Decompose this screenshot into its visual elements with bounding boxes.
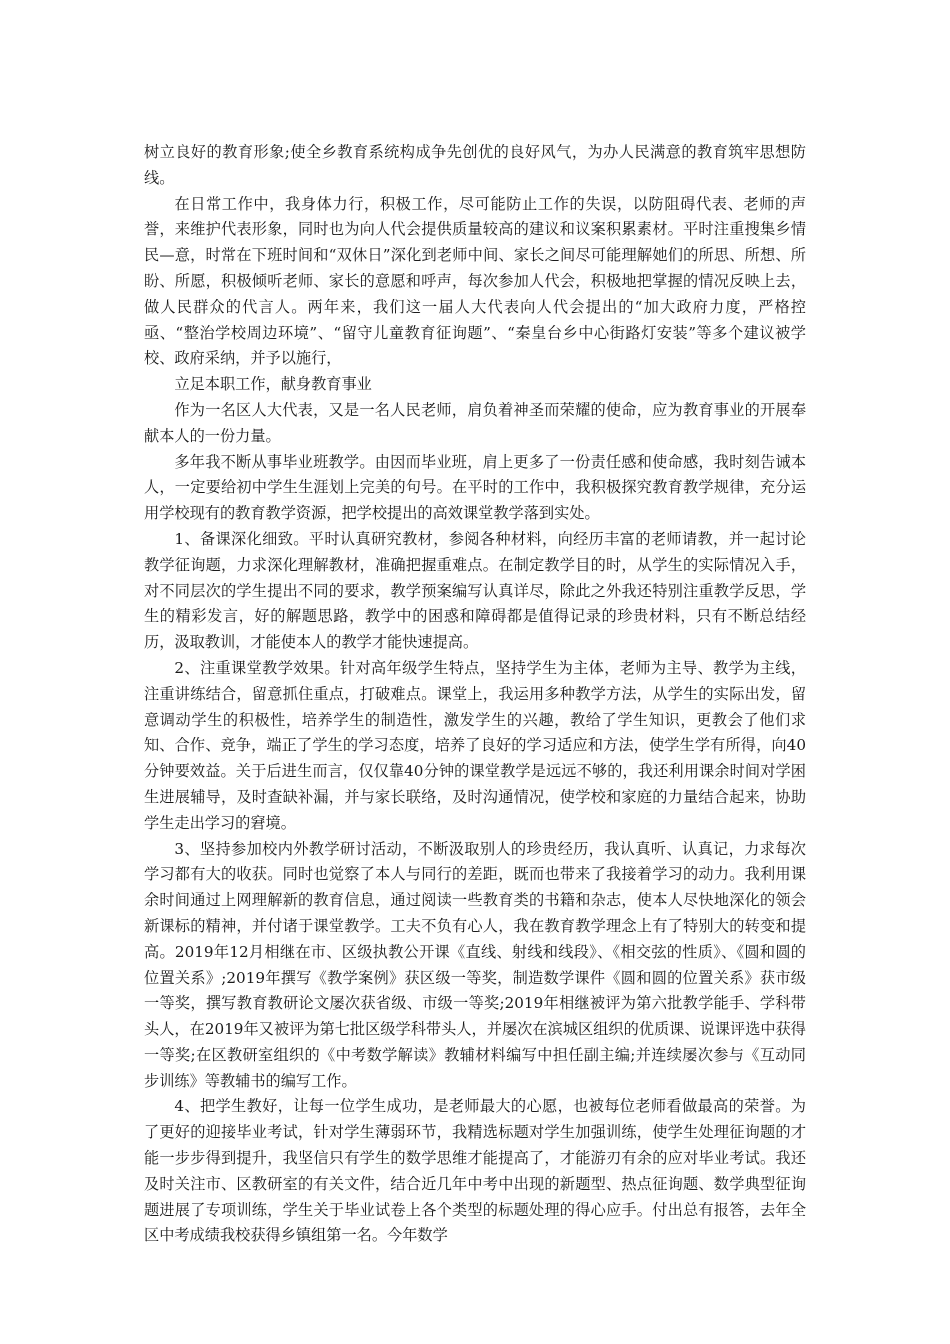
paragraph: 作为一名区人大代表，又是一名人民老师，肩负着神圣而荣耀的使命，应为教育事业的开展奉献本人的一份力量。 <box>144 400 806 445</box>
section-heading: 立足本职工作，献身教育事业 <box>174 375 372 394</box>
paragraph: 1、备课深化细致。平时认真研究教材，参阅各种材料，向经历丰富的老师请教，并一起讨论教学征询题，力求深化理解教材，准确把握重难点。在制定教学目的时，从学生的实际情况入手，对不同层次的学生提出不同的要求，教学预案编写认真详尽，除此之外我还特别注重教学反思，学生的精彩发言，好的解题思路，教学中的困惑和障碍都是值得记录的珍贵材料，只有不断总结经历，汲取教训，才能使本人的教学才能快速提高。 <box>144 529 806 652</box>
paragraph: 4、把学生教好，让每一位学生成功，是老师最大的心愿，也被每位老师看做最高的荣誉。为了更好的迎接毕业考试，针对学生薄弱环节，我精选标题对学生加强训练，使学生处理征询题的才能一步步得到提升，我坚信只有学生的数学思维才能提高了，才能游刃有余的应对毕业考试。我还及时关注市、区教研室的有关文件，结合近几年中考中出现的新题型、热点征询题、数学典型征询题进展了专项训练，学生关于毕业试卷上各个类型的标题处理的得心应手。付出总有报答，去年全区中考成绩我校获得乡镇组第一名。今年数学 <box>144 1097 806 1245</box>
document-body <box>144 140 806 1249</box>
paragraph: 在日常工作中，我身体力行，积极工作，尽可能防止工作的失误，以防阻碍代表、老师的声誉，来维护代表形象，同时也为向人代会提供质量较高的建议和议案积累素材。平时注重搜集乡情民—意，时常在下班时间和“双休日”深化到老师中间、家长之间尽可能理解她们的所思、所想、所盼、所愿，积极倾听老师、家长的意愿和呼声，每次参加人代会，积极地把掌握的情况反映上去，做人民群众的代言人。两年来，我们这一届人大代表向人代会提出的“加大政府力度，严格控亟、“整治学校周边环境”、“留守儿童教育征询题”、“秦皇台乡中心街路灯安装”等多个建议被学校、政府采纳，并予以施行， <box>144 194 806 368</box>
paragraph: 2、注重课堂教学效果。针对高年级学生特点，坚持学生为主体，老师为主导、教学为主线，注重讲练结合，留意抓住重点，打破难点。课堂上，我运用多种教学方法，从学生的实际出发，留意调动学生的积极性，培养学生的制造性，激发学生的兴趣，教给了学生知识，更教会了他们求知、合作、竞争，端正了学生的学习态度，培养了良好的学习适应和方法，使学生学有所得，向40分钟要效益。关于后进生而言，仅仅靠40分钟的课堂教学是远远不够的，我还利用课余时间对学困生进展辅导，及时查缺补漏，并与家长联络，及时沟通情况，使学校和家庭的力量结合起来，协助学生走出学习的窘境。 <box>144 658 806 832</box>
paragraph: 多年我不断从事毕业班教学。由因而毕业班，肩上更多了一份责任感和使命感，我时刻告诫本人，一定要给初中学生生涯划上完美的句号。在平时的工作中，我积极探究教育教学规律，充分运用学校现有的教育教学资源，把学校提出的高效课堂教学落到实处。 <box>144 452 806 523</box>
paragraph: 3、坚持参加校内外教学研讨活动，不断汲取别人的珍贵经历，我认真听、认真记，力求每次学习都有大的收获。同时也觉察了本人与同行的差距，既而也带来了我接着学习的动力。我利用课余时间通过上网理解新的教育信息，通过阅读一些教育类的书籍和杂志，使本人尽快地深化的领会新课标的精神，并付诸于课堂教学。工夫不负有心人，我在教育教学理念上有了特别大的转变和提高。2019年12月相继在市、区级执教公开课《直线、射线和线段》、《相交弦的性质》、《圆和圆的位置关系》;2019年撰写《教学案例》获区级一等奖，制造数学课件《圆和圆的位置关系》获市级一等奖，撰写教育教研论文屡次获省级、市级一等奖;2019年相继被评为第六批教学能手、学科带头人，在2019年又被评为第七批区级学科带头人，并屡次在滨城区组织的优质课、说课评选中获得一等奖;在区教研室组织的《中考数学解读》教辅材料编写中担任副主编;并连续屡次参与《互动同步训练》等教辅书的编写工作。 <box>144 839 806 1090</box>
paragraph: 树立良好的教育形象;使全乡教育系统构成争先创优的良好风气，为办人民满意的教育筑牢思想防线。 <box>144 143 806 187</box>
